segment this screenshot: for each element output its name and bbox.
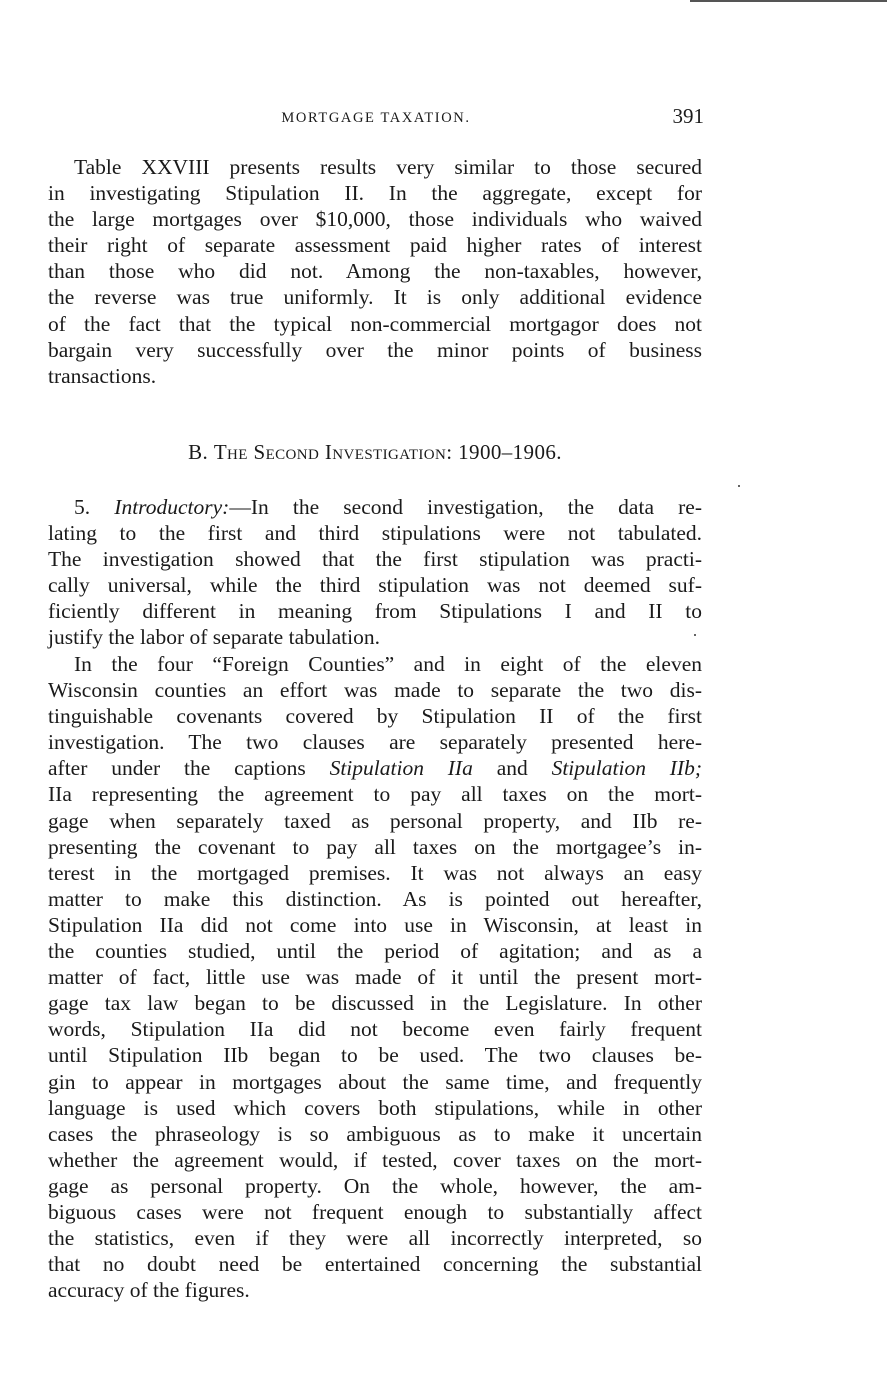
top-edge-rule (690, 0, 887, 2)
paragraph-introductory (48, 494, 702, 651)
paragraph-line: the statistics, even if they were all incorrectly interpreted, so (48, 1226, 702, 1251)
section-letter: B. (188, 440, 209, 464)
paragraph-line: transactions. (48, 363, 157, 388)
paragraph-line: ficiently different in meaning from Stipulations I and II to (48, 599, 702, 624)
page-number: 391 (672, 104, 704, 128)
paragraph-line: than those who did not. Among the non-taxables, however, (48, 259, 702, 284)
running-head (48, 104, 704, 134)
paragraph-line: gage tax law began to be discussed in the Legislature. In other (48, 991, 702, 1016)
paragraph-line (48, 755, 702, 781)
caption-text: and (472, 756, 552, 781)
paragraph-line: terest in the mortgaged premises. It was not always an easy (48, 860, 702, 885)
paragraph-line: gin to appear in mortgages about the same time, and frequently (48, 1069, 702, 1094)
paragraph-line: gage when separately taxed as personal property, and IIb re- (48, 808, 702, 833)
paragraph-line: The investigation showed that the first stipulation was practi- (48, 547, 702, 572)
paragraph-line: investigation. The two clauses are separately presented here- (48, 730, 702, 755)
paragraph-text: —In the second investigation, the data re- (229, 495, 702, 519)
paragraph-line: accuracy of the figures. (48, 1278, 250, 1303)
caption-stipulation-iia: Stipulation IIa (329, 756, 473, 781)
paragraph-line: Stipulation IIa did not come into use in Wisconsin, at least in (48, 912, 702, 937)
paragraph-line: until Stipulation IIb began to be used. The two clauses be- (48, 1043, 702, 1068)
paragraph-line: matter to make this distinction. As is pointed out hereafter, (48, 886, 702, 911)
paragraph-line: lating to the first and third stipulations were not tabulated. (48, 521, 702, 546)
paragraph-line: the reverse was true uniformly. It is only additional evidence (48, 285, 702, 310)
paragraph-line: IIa representing the agreement to pay all taxes on the mort- (48, 782, 702, 807)
paragraph-line: the large mortgages over $10,000, those individuals who waived (48, 207, 702, 232)
print-speck (738, 485, 740, 487)
paragraph-line: cally universal, while the third stipulation was not deemed suf- (48, 573, 702, 598)
paragraph-line: tinguishable covenants covered by Stipulation II of the first (48, 704, 702, 729)
paragraph-line: in investigating Stipulation II. In the aggregate, except for (48, 181, 702, 206)
section-years: 1900–1906. (458, 440, 562, 464)
caption-stipulation-iib: Stipulation IIb; (551, 756, 703, 781)
paragraph-line: words, Stipulation IIa did not become even fairly frequent (48, 1017, 702, 1042)
caption-text: after under the captions (48, 756, 330, 781)
paragraph-line (48, 494, 702, 520)
paragraph-line: cases the phraseology is so ambiguous as to make it uncertain (48, 1121, 702, 1146)
paragraph-line: language is used which covers both stipulations, while in other (48, 1095, 702, 1120)
running-head-title: MORTGAGE TAXATION. (281, 110, 471, 126)
paragraph-line: justify the labor of separate tabulation. (48, 625, 380, 650)
paragraph-line: presenting the covenant to pay all taxes on the mortgagee’s in- (48, 834, 702, 859)
paragraph-line: gage as personal property. On the whole, however, the am- (48, 1173, 702, 1198)
section-title: The Second Investigation: (213, 440, 453, 464)
paragraph-line: that no doubt need be entertained concerning the substantial (48, 1252, 702, 1277)
paragraph-line: the counties studied, until the period of agitation; and as a (48, 939, 702, 964)
paragraph-line: biguous cases were not frequent enough to substantially affect (48, 1199, 702, 1224)
paragraph-foreign-counties (48, 651, 702, 1303)
paragraph-table-xxviii (48, 154, 702, 389)
paragraph-line: their right of separate assessment paid higher rates of interest (48, 233, 702, 258)
paragraph-line: of the fact that the typical non-commercial mortgagor does not (48, 311, 702, 336)
paragraph-line: In the four “Foreign Counties” and in eight of the eleven (74, 652, 702, 676)
section-heading (48, 440, 702, 465)
introductory-label: Introductory: (114, 495, 230, 519)
paragraph-line: Wisconsin counties an effort was made to separate the two dis- (48, 678, 702, 703)
paragraph-line: whether the agreement would, if tested, cover taxes on the mort- (48, 1147, 702, 1172)
section-number: 5. (74, 495, 115, 519)
paragraph-line: Table XXVIII presents results very similar to those secured (74, 155, 702, 179)
print-speck (694, 634, 696, 636)
paragraph-line: matter of fact, little use was made of it until the present mort- (48, 965, 702, 990)
paragraph-line: bargain very successfully over the minor points of business (48, 337, 702, 362)
